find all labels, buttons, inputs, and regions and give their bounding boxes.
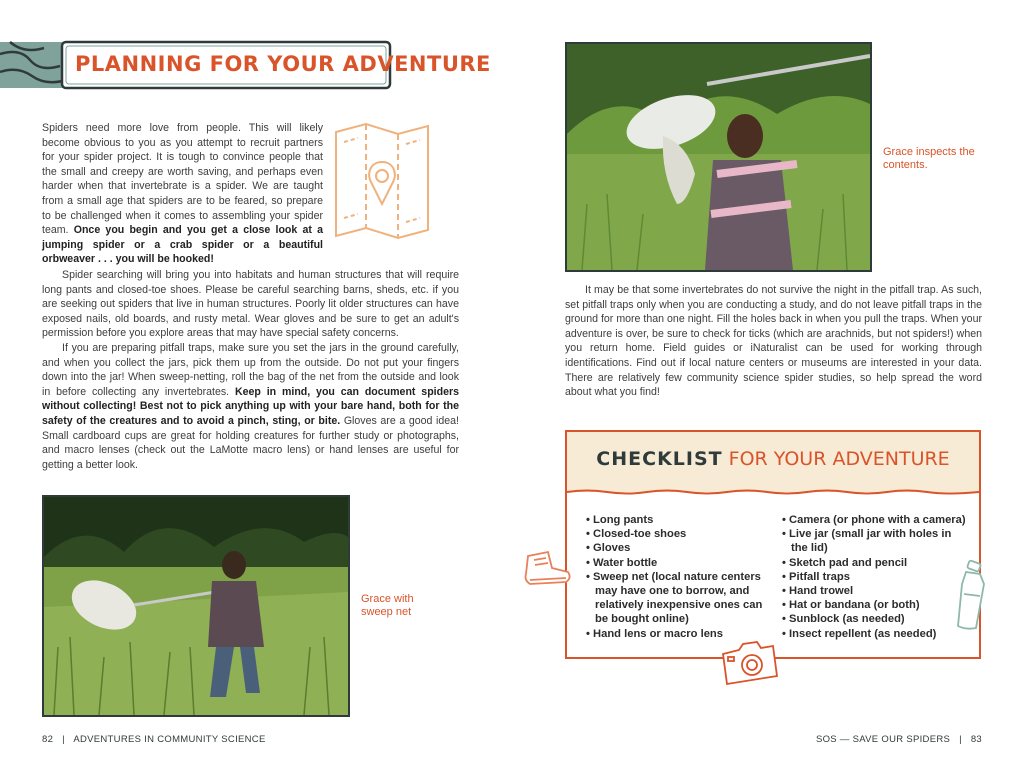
checklist-item: • Live jar (small jar with holes in the lid) <box>781 527 971 555</box>
footer-left: 82 | ADVENTURES IN COMMUNITY SCIENCE <box>42 734 266 745</box>
caption-sweep-net: Grace with sweep net <box>361 593 414 618</box>
checklist-item: • Hat or bandana (or both) <box>781 598 971 612</box>
page-heading: PLANNING FOR YOUR ADVENTURE <box>75 52 491 76</box>
checklist-item: • Camera (or phone with a camera) <box>781 513 971 527</box>
checklist-divider <box>567 488 979 496</box>
checklist-item: • Pitfall traps <box>781 570 971 584</box>
safety-paragraph: Spider searching will bring you into habitats and human structures that will require long pants and closed-toe shoes. Please be careful searching barns, sheds, etc. if you are seeking out spiders that live in human structures. Poorly lit older structures can have exposed nails, old boards, and rusty metal. Wear gloves and be sure to get an adult's permission before you explore areas that may have special safety concerns. <box>42 269 459 340</box>
boot-icon <box>522 550 574 586</box>
checklist-item: • Insect repellent (as needed) <box>781 627 971 641</box>
checklist-item: • Hand trowel <box>781 584 971 598</box>
pitfall-paragraph: If you are preparing pitfall traps, make sure you set the jars in the ground carefully, and when you collect the jars, pick them up from the outside. Do not put your fingers down into the jar! When sweep-netting, roll the bag of the net from the outside and look in before collecting any invertebrates. Keep in mind, you can document spiders without collecting! Best not to pick anything up with your bare hand, both for the safety of the creatures and to avoid a pinch, sting, or bite. Gloves are a good idea! Small cardboard cups are great for holding creatures for further study or photographs, and macro lenses (check out the LaMotte macro lens) or hand lenses are useful for getting a better look. <box>42 341 459 471</box>
checklist-item: • Sketch pad and pencil <box>781 556 971 570</box>
checklist-item: • Sweep net (local nature centers may have one to borrow, and relatively inexpensive ones can be bought online) <box>585 570 775 627</box>
page-number-right: 83 <box>970 734 982 745</box>
checklist-column-1 <box>585 513 775 641</box>
footer-right: SOS — SAVE OUR SPIDERS | 83 <box>815 734 982 745</box>
body-text-right: It may be that some invertebrates do not survive the night in the pitfall trap. As such, set pitfall traps only when you are conducting a study, and do not leave pitfall traps in the ground for more than one night. Fill the holes back in when you pull the traps. When your adventure is over, be sure to check for ticks (which are arachnids, but not spiders!) when you return home. Field guides or iNaturalist can be used for working through identifications. Find out if local nature centers or museums are interested in your data. There are relatively few community science spider studies, so help spread the word about what you find! <box>565 284 982 399</box>
photo-grace-sweep-net <box>42 495 350 717</box>
body-text-left <box>42 268 459 472</box>
camera-icon <box>719 640 779 688</box>
intro-paragraph: Spiders need more love from people. This will likely become obvious to you as you attempt to recruit partners for your spider project. It is tough to convince people that the small and creepy are worth saving, and perhaps even harder when that invertebrate is a spider. We are taught from a small age that spiders are to be feared, so prepare to be challenged when it comes to assembling your spider team. Once you begin and you get a close look at a jumping spider or a crab spider or a beautiful orbweaver . . . you will be hooked! <box>42 122 323 266</box>
checklist-item: • Sunblock (as needed) <box>781 612 971 626</box>
page-number-left: 82 <box>42 734 54 745</box>
checklist-item: • Hand lens or macro lens <box>585 627 775 641</box>
book-title-footer: ADVENTURES IN COMMUNITY SCIENCE <box>73 734 266 745</box>
checklist-item: • Water bottle <box>585 556 775 570</box>
checklist-item: • Closed-toe shoes <box>585 527 775 541</box>
map-icon <box>332 122 432 242</box>
checklist-item: • Long pants <box>585 513 775 527</box>
water-bottle-icon <box>952 560 992 632</box>
photo-grace-inspects <box>565 42 872 272</box>
checklist-column-2 <box>781 513 971 641</box>
checklist-item: • Gloves <box>585 541 775 555</box>
checklist-title: CHECKLIST FOR YOUR ADVENTURE <box>596 448 950 470</box>
chapter-title-footer: SOS — SAVE OUR SPIDERS <box>815 734 951 745</box>
caption-inspects: Grace inspects the contents. <box>883 146 975 171</box>
